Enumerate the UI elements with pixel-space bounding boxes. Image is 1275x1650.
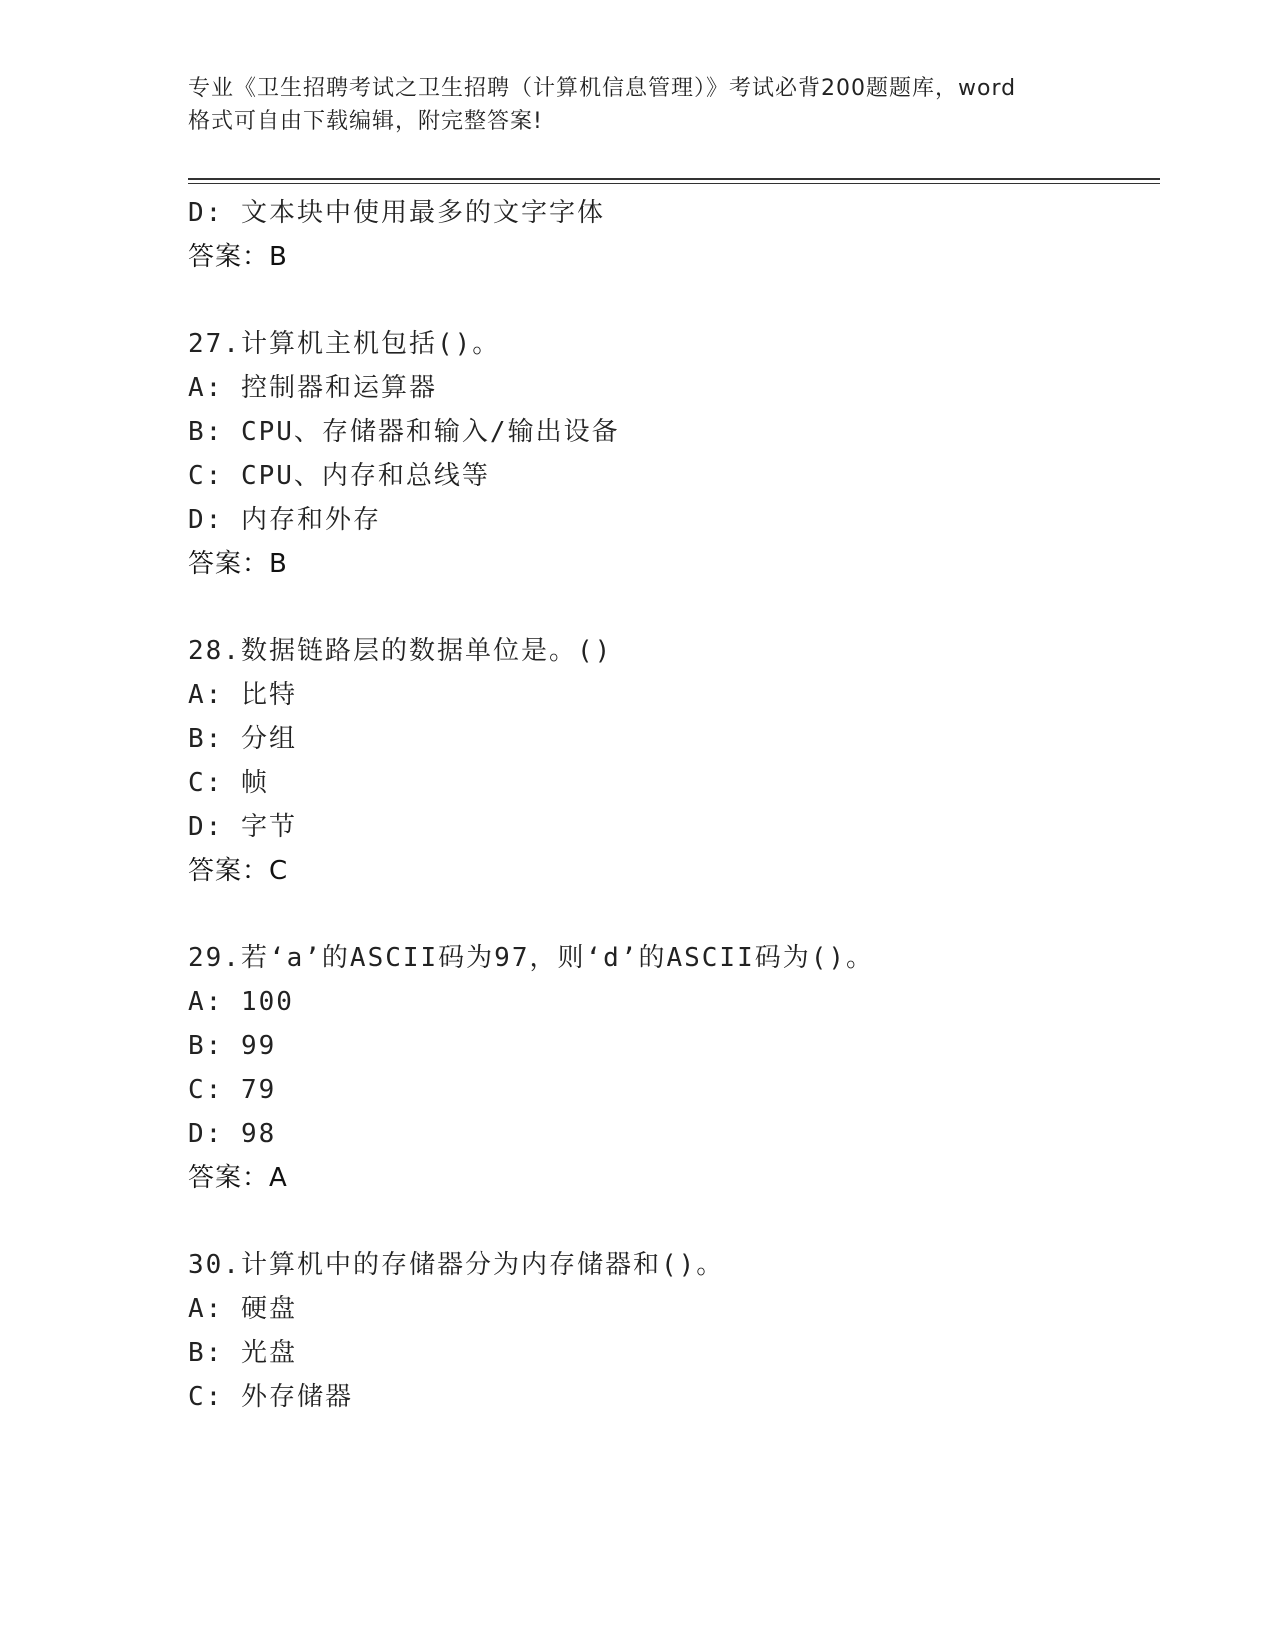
question-30-option-b: B: 光盘 — [188, 1338, 297, 1368]
question-27-answer: 答案：B — [188, 549, 288, 579]
question-27-option-a: A: 控制器和运算器 — [188, 373, 437, 403]
question-27-option-d: D: 内存和外存 — [188, 505, 381, 535]
question-29-option-d: D: 98 — [188, 1119, 277, 1149]
question-28-stem: 28.数据链路层的数据单位是。() — [188, 636, 613, 666]
prev-option-d: D: 文本块中使用最多的文字字体 — [188, 198, 605, 228]
question-30-stem: 30.计算机中的存储器分为内存储器和()。 — [188, 1250, 725, 1280]
question-29-option-b: B: 99 — [188, 1031, 277, 1061]
question-28-option-d: D: 字节 — [188, 812, 297, 842]
question-29-stem: 29.若‘a’的ASCII码为97，则‘d’的ASCII码为()。 — [188, 943, 875, 973]
question-29-option-a: A: 100 — [188, 987, 294, 1017]
document-header — [188, 72, 1108, 138]
question-28-option-a: A: 比特 — [188, 680, 297, 710]
question-27-option-b: B: CPU、存储器和输入/输出设备 — [188, 417, 620, 447]
question-28-option-b: B: 分组 — [188, 724, 297, 754]
question-28-option-c: C: 帧 — [188, 768, 269, 798]
question-27-option-c: C: CPU、内存和总线等 — [188, 461, 490, 491]
question-30-option-a: A: 硬盘 — [188, 1294, 297, 1324]
question-29-answer: 答案：A — [188, 1163, 288, 1193]
question-28-answer: 答案：C — [188, 856, 289, 886]
header-line-1: 专业《卫生招聘考试之卫生招聘（计算机信息管理）》考试必背200题题库，word — [188, 76, 1017, 101]
question-27-stem: 27.计算机主机包括()。 — [188, 329, 501, 359]
header-divider-thin — [188, 183, 1160, 184]
prev-answer: 答案：B — [188, 242, 288, 272]
header-line-2: 格式可自由下载编辑，附完整答案! — [188, 109, 543, 134]
question-29-option-c: C: 79 — [188, 1075, 277, 1105]
header-divider — [188, 178, 1160, 180]
question-30-option-c: C: 外存储器 — [188, 1382, 353, 1412]
